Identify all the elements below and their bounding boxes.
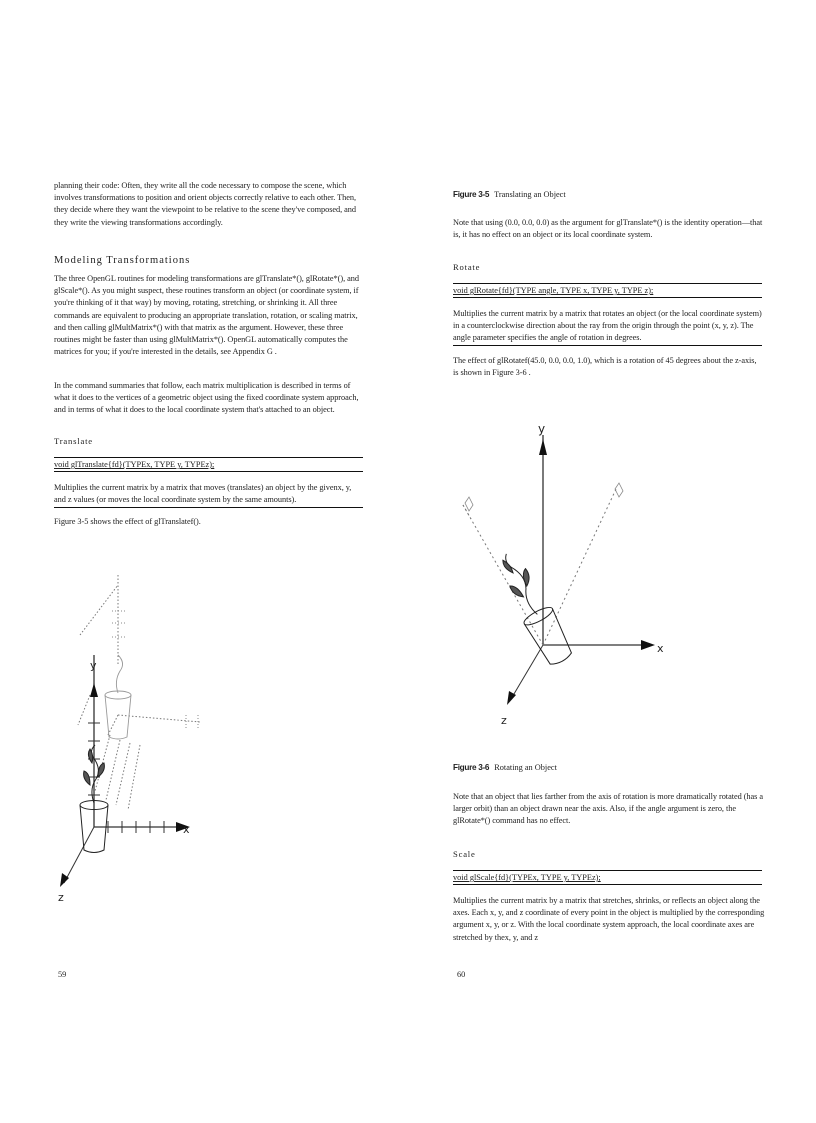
intro-paragraph: planning their code: Often, they write all the code necessary to compose the scene, which involves transformations to position and orient objects correctly relative to each other. Then, they decide where they want the viewpoint to be relative to the scene they've composed, and they write the viewing transformations accordingly. bbox=[54, 181, 356, 227]
page-number-right: 60 bbox=[457, 970, 466, 979]
scale-heading: Scale bbox=[453, 849, 476, 859]
translate-heading: Translate bbox=[54, 436, 93, 446]
rotate-rule-bottom bbox=[453, 345, 762, 346]
rotate-heading: Rotate bbox=[453, 262, 481, 272]
page-number-left: 59 bbox=[58, 970, 67, 979]
translate-signature: void glTranslate{fd}(TYPEx, TYPE y, TYPEz); bbox=[54, 460, 215, 469]
figure-5-caption bbox=[453, 190, 566, 199]
z-axis-label: z bbox=[501, 714, 507, 727]
figure-5-label: Figure 3-5 bbox=[453, 190, 490, 199]
x-axis-label: x bbox=[183, 823, 190, 836]
translate-rule-bottom bbox=[54, 507, 363, 508]
y-axis-label: y bbox=[538, 422, 546, 436]
identity-paragraph: Note that using (0.0, 0.0, 0.0) as the argument for glTranslate*() is the identity operation—that is, it has no effect on an object or its local coordinate system. bbox=[453, 218, 763, 240]
x-axis-arrow bbox=[641, 640, 655, 650]
scale-signature: void glScale{fd}(TYPEx, TYPE y, TYPEz); bbox=[453, 873, 601, 882]
figure-6-label: Figure 3-6 bbox=[453, 763, 490, 772]
translate-description: Multiplies the current matrix by a matrix that moves (translates) an object by the givenx, y, and z values (or moves the local coordinate system by the same amounts). bbox=[54, 483, 352, 505]
rotate-signature: void glRotate{fd}(TYPE angle, TYPE x, TYPE y, TYPE z); bbox=[453, 286, 654, 295]
scale-description: Multiplies the current matrix by a matrix that stretches, shrinks, or reflects an object along the axes. Each x, y, and z coordinate of every point in the object is multiplied by the corresponding argument x, y, or z. With the local coordinate system approach, the local coordinate axes are stretched by thex, y, and z bbox=[453, 896, 765, 942]
figure-reference: Figure 3-5 shows the effect of glTranslatef(). bbox=[54, 517, 201, 526]
rotate-rule-top bbox=[453, 283, 762, 284]
rotate-figure bbox=[455, 415, 685, 735]
translate-figure bbox=[50, 565, 220, 905]
rotate-description: Multiplies the current matrix by a matrix that rotates an object (or the local coordinate system) in a counterclockwise direction about the ray from the origin through the point (x, y, z). The angle parameter specifies the angle of rotation in degrees. bbox=[453, 309, 762, 343]
y-axis-arrow bbox=[539, 439, 547, 455]
rotate-effect: The effect of glRotatef(45.0, 0.0, 0.0, 1.0), which is a rotation of 45 degrees about the z-axis, is shown in Figure 3-6 . bbox=[453, 356, 757, 378]
section-heading: Modeling Transformations bbox=[54, 255, 191, 266]
y-axis-label: y bbox=[90, 659, 97, 672]
figure-6-caption bbox=[453, 763, 557, 772]
translate-rule-mid bbox=[54, 471, 363, 472]
scale-rule-top bbox=[453, 870, 762, 871]
modeling-paragraph-2: In the command summaries that follow, each matrix multiplication is described in terms of what it does to the vertices of a geometric object using the fixed coordinate system approach, and in terms of what it does to the local coordinate system that's attached to an object. bbox=[54, 381, 359, 415]
orbit-paragraph: Note that an object that lies farther from the axis of rotation is more dramatically rotated (has a larger orbit) than an object drawn near the axis. Also, if the angle argument is zero, the glRotate*() command has no effect. bbox=[453, 792, 763, 826]
translate-rule-top bbox=[54, 457, 363, 458]
y-axis-arrow bbox=[90, 683, 98, 697]
x-axis-label: x bbox=[657, 642, 664, 655]
modeling-paragraph-1: The three OpenGL routines for modeling transformations are glTranslate*(), glRotate*(), and glScale*(). As you might suspect, these routines transform an object (or coordinate system, if you're thinking of it that way) by moving, rotating, stretching, or shrinking it. All three commands are equivalent to producing an appropriate translation, rotation, or scaling matrix, and then calling glMultMatrix*() with that matrix as the argument. However, these three routines might be faster than using glMultMatrix*(). OpenGL automatically computes the matrices for you; if you're interested in the details, see Appendix G . bbox=[54, 274, 359, 357]
z-axis-arrow bbox=[60, 873, 69, 887]
rotate-rule-mid bbox=[453, 297, 762, 298]
figure-5-text: Translating an Object bbox=[494, 190, 566, 199]
scale-rule-mid bbox=[453, 884, 762, 885]
figure-6-text: Rotating an Object bbox=[494, 763, 557, 772]
z-axis-label: z bbox=[58, 891, 64, 904]
